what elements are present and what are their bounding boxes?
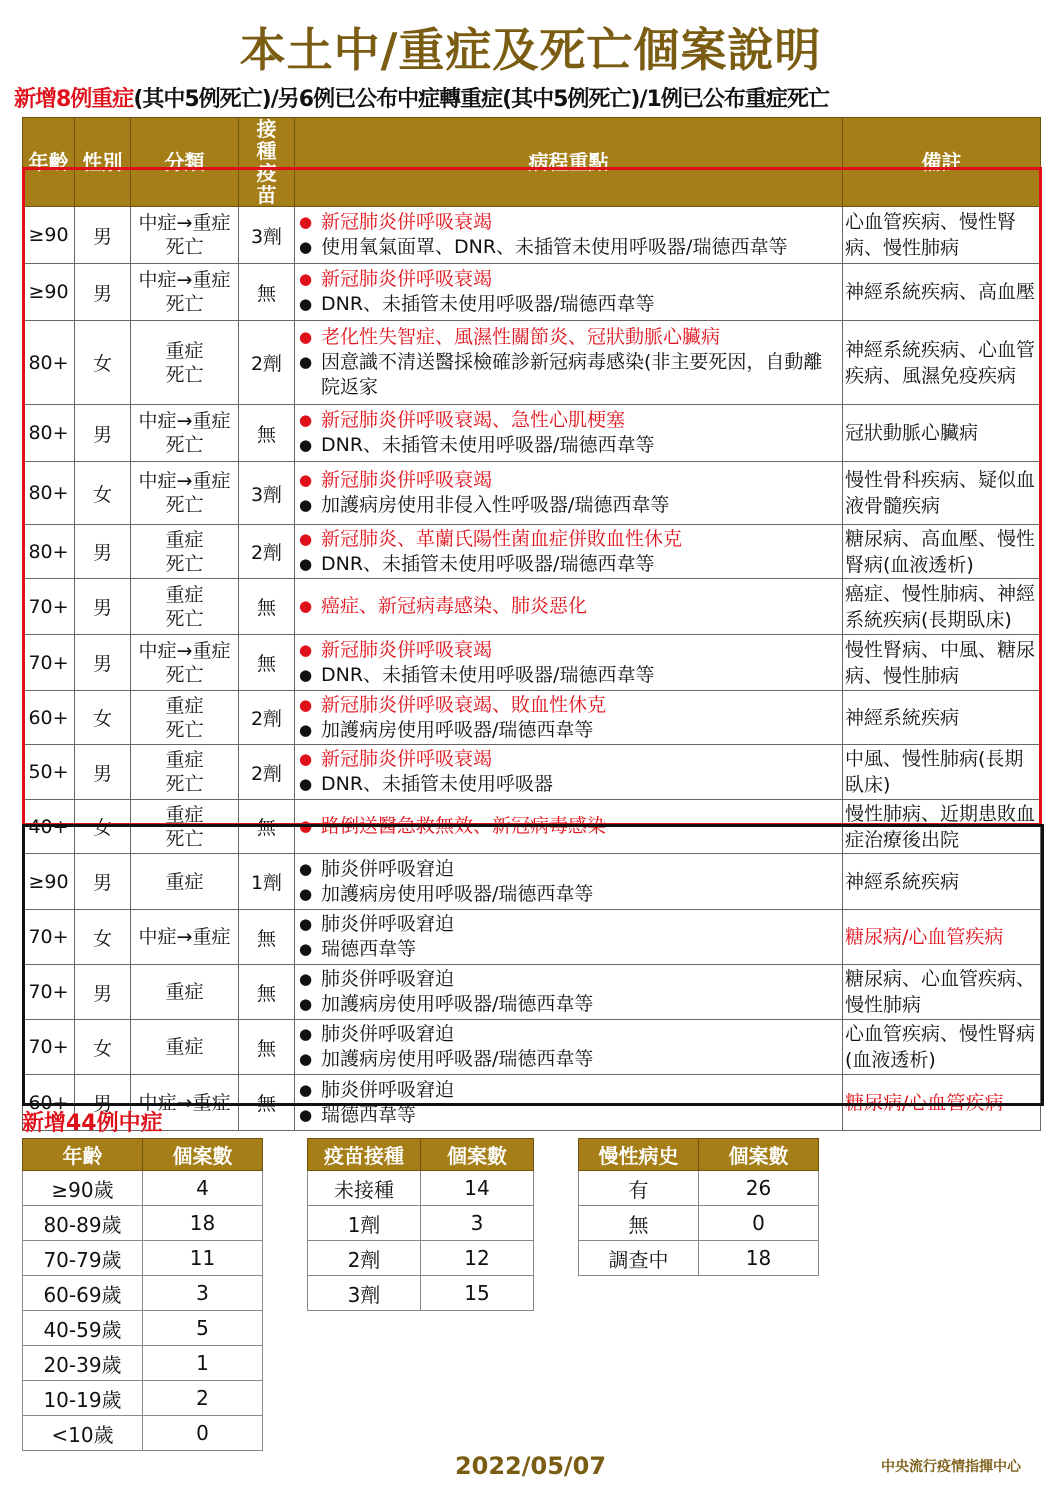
header-vaccine: 接種疫苗 (239, 118, 295, 207)
outcome-line: 死亡 (165, 236, 204, 258)
sex-cell: 女 (75, 800, 131, 854)
age-cell: ≥90 (23, 264, 75, 321)
course-cell (295, 579, 843, 635)
course-point: ● 肺炎併呼吸窘迫 (299, 967, 840, 992)
label-cell: 2劑 (308, 1241, 421, 1276)
table-row (308, 1171, 534, 1206)
vaccine-cell: 2劑 (239, 321, 295, 405)
course-cell (295, 264, 843, 321)
category-line: 重症 (165, 981, 204, 1003)
header-age: 年齡 (23, 118, 75, 207)
table-row (23, 910, 1041, 965)
category-cell (131, 910, 239, 965)
label-cell: 有 (579, 1171, 699, 1206)
page-title: 本土中/重症及死亡個案說明 (239, 23, 822, 77)
vaccine-cell: 無 (239, 1020, 295, 1075)
table-header-row (579, 1139, 819, 1171)
table-row (23, 1381, 263, 1416)
sex-cell: 女 (75, 910, 131, 965)
category-line: 中症→重症 (138, 1091, 231, 1114)
course-cell (295, 207, 843, 264)
table-row (23, 579, 1041, 635)
category-line: 重症 (165, 1036, 204, 1058)
category-line: 中症→重症 (138, 410, 231, 432)
course-point: ● DNR、未插管未使用呼吸器/瑞德西韋等 (299, 663, 840, 688)
count-cell: 18 (143, 1206, 263, 1241)
sex-cell: 男 (75, 745, 131, 800)
label-cell: ≥90歲 (23, 1171, 143, 1206)
vaccine-table (307, 1138, 534, 1311)
course-key-point: ● 新冠肺炎併呼吸衰竭、敗血性休克 (299, 693, 840, 718)
vaccine-cell: 3劑 (239, 462, 295, 525)
count-cell: 1 (143, 1346, 263, 1381)
sex-cell: 男 (75, 405, 131, 462)
notes-cell: 神經系統疾病 (843, 854, 1041, 910)
course-key-point: ● 新冠肺炎併呼吸衰竭、急性心肌梗塞 (299, 408, 840, 433)
outcome-line: 死亡 (165, 663, 204, 686)
notes-cell: 慢性骨科疾病、疑似血液骨髓疾病 (843, 462, 1041, 525)
age-cell: 80+ (23, 462, 75, 525)
table-row (23, 1206, 263, 1241)
subtitle (14, 82, 1054, 113)
table-row (23, 405, 1041, 462)
course-point: ● 肺炎併呼吸窘迫 (299, 857, 840, 882)
count-cell: 26 (699, 1171, 819, 1206)
table-row (23, 854, 1041, 910)
label-cell: 未接種 (308, 1171, 421, 1206)
sex-cell: 女 (75, 462, 131, 525)
sex-cell: 男 (75, 965, 131, 1020)
notes-cell: 神經系統疾病、高血壓 (843, 264, 1041, 321)
sex-cell: 男 (75, 635, 131, 691)
category-cell (131, 1020, 239, 1075)
agency-name: 中央流行疫情指揮中心 (881, 1459, 1021, 1475)
vaccine-cell: 無 (239, 579, 295, 635)
table-row (23, 1276, 263, 1311)
age-cell: 70+ (23, 579, 75, 635)
outcome-line: 死亡 (165, 773, 204, 795)
course-point: ● DNR、未插管未使用呼吸器 (299, 772, 840, 797)
header-category: 分類 (131, 118, 239, 207)
count-cell: 12 (421, 1241, 534, 1276)
label-cell: 10-19歲 (23, 1381, 143, 1416)
sex-cell: 男 (75, 1075, 131, 1131)
table-row (23, 745, 1041, 800)
vaccine-cell: 無 (239, 800, 295, 854)
notes-cell: 冠狀動脈心臟病 (843, 405, 1041, 462)
vaccine-cell: 無 (239, 405, 295, 462)
notes-cell: 糖尿病/心血管疾病 (843, 1075, 1041, 1131)
header-notes: 備註 (843, 118, 1041, 207)
course-key-point: ● 新冠肺炎併呼吸衰竭 (299, 638, 840, 663)
vaccine-cell: 2劑 (239, 691, 295, 745)
category-cell (131, 635, 239, 691)
age-cell: ≥90 (23, 854, 75, 910)
chronic-header: 慢性病史 (579, 1139, 699, 1171)
label-cell: <10歲 (23, 1416, 143, 1451)
age-cell: 70+ (23, 910, 75, 965)
table-row (23, 1416, 263, 1451)
table-row (23, 1020, 1041, 1075)
outcome-line: 死亡 (165, 718, 204, 741)
notes-cell: 神經系統疾病、心血管疾病、風濕免疫疾病 (843, 321, 1041, 405)
count-cell: 0 (143, 1416, 263, 1451)
vaccine-cell: 無 (239, 264, 295, 321)
course-key-point: ● 新冠肺炎併呼吸衰竭 (299, 747, 840, 772)
course-point: ● DNR、未插管未使用呼吸器/瑞德西韋等 (299, 552, 840, 577)
table-row (23, 1171, 263, 1206)
course-cell (295, 321, 843, 405)
category-cell (131, 321, 239, 405)
outcome-line: 死亡 (165, 827, 204, 850)
table-row (579, 1241, 819, 1276)
table-row (23, 635, 1041, 691)
category-line: 重症 (165, 528, 204, 551)
vaccine-cell: 無 (239, 635, 295, 691)
age-cell: 60+ (23, 1075, 75, 1131)
age-cell: 60+ (23, 691, 75, 745)
age-cell: 70+ (23, 965, 75, 1020)
category-cell (131, 800, 239, 854)
category-cell (131, 405, 239, 462)
age-cell: 70+ (23, 1020, 75, 1075)
notes-cell: 心血管疾病、慢性腎病(血液透析) (843, 1020, 1041, 1075)
count-cell: 2 (143, 1381, 263, 1416)
category-cell (131, 525, 239, 579)
header-sex: 性別 (75, 118, 131, 207)
label-cell: 調查中 (579, 1241, 699, 1276)
table-row (579, 1206, 819, 1241)
notes-cell: 慢性肺病、近期患敗血症治療後出院 (843, 800, 1041, 854)
count-cell: 0 (699, 1206, 819, 1241)
course-key-point: ● 老化性失智症、風濕性關節炎、冠狀動脈心臟病 (299, 325, 840, 350)
course-key-point: ● 新冠肺炎併呼吸衰竭 (299, 210, 840, 235)
outcome-line: 死亡 (165, 494, 204, 516)
label-cell: 3劑 (308, 1276, 421, 1311)
category-line: 中症→重症 (138, 269, 231, 291)
count-cell: 11 (143, 1241, 263, 1276)
subtitle-rest: (其中5例死亡)/另6例已公布中症轉重症(其中5例死亡)/1例已公布重症死亡 (133, 87, 829, 112)
chronic-body (579, 1171, 819, 1276)
vaccine-cell: 1劑 (239, 854, 295, 910)
course-key-point: ● 癌症、新冠病毒感染、肺炎惡化 (299, 594, 840, 619)
age-cell: 70+ (23, 635, 75, 691)
sex-cell: 男 (75, 579, 131, 635)
table-header-row (23, 1139, 263, 1171)
label-cell: 70-79歲 (23, 1241, 143, 1276)
notes-cell: 糖尿病、心血管疾病、慢性肺病 (843, 965, 1041, 1020)
category-cell (131, 691, 239, 745)
course-point: ● 加護病房使用呼吸器/瑞德西韋等 (299, 718, 840, 743)
category-cell (131, 854, 239, 910)
vaccine-cell: 無 (239, 965, 295, 1020)
sex-cell: 女 (75, 321, 131, 405)
notes-cell: 神經系統疾病 (843, 691, 1041, 745)
sex-cell: 男 (75, 525, 131, 579)
notes-cell: 中風、慢性肺病(長期臥床) (843, 745, 1041, 800)
course-point: ● 瑞德西韋等 (299, 937, 840, 962)
table-row (23, 525, 1041, 579)
course-point: ● 加護病房使用呼吸器/瑞德西韋等 (299, 1047, 840, 1072)
table-row (308, 1276, 534, 1311)
count-cell: 3 (421, 1206, 534, 1241)
course-key-point: ● 新冠肺炎、革蘭氏陽性菌血症併敗血性休克 (299, 527, 840, 552)
course-point: ● 瑞德西韋等 (299, 1103, 840, 1128)
age-body (23, 1171, 263, 1451)
category-line: 重症 (165, 694, 204, 717)
vaccine-cell: 無 (239, 1075, 295, 1131)
course-point: ● 加護病房使用呼吸器/瑞德西韋等 (299, 992, 840, 1017)
course-point: ● DNR、未插管未使用呼吸器/瑞德西韋等 (299, 433, 840, 458)
notes-cell: 心血管疾病、慢性腎病、慢性肺病 (843, 207, 1041, 264)
course-point: ● 因意識不清送醫採檢確診新冠病毒感染(非主要死因，自動離院返家 (299, 350, 840, 400)
vaccine-cell: 2劑 (239, 525, 295, 579)
course-cell (295, 745, 843, 800)
notes-cell: 糖尿病/心血管疾病 (843, 910, 1041, 965)
count-cell: 15 (421, 1276, 534, 1311)
notes-cell: 糖尿病、高血壓、慢性腎病(血液透析) (843, 525, 1041, 579)
label-cell: 80-89歲 (23, 1206, 143, 1241)
table-row (23, 1241, 263, 1276)
chronic-table (578, 1138, 819, 1276)
category-line: 重症 (165, 870, 204, 893)
table-row (23, 321, 1041, 405)
severe-cases-table (22, 117, 1041, 1131)
table-body (23, 207, 1041, 1131)
category-line: 重症 (165, 803, 204, 826)
age-cell: 40+ (23, 800, 75, 854)
course-point: ● DNR、未插管未使用呼吸器/瑞德西韋等 (299, 292, 840, 317)
age-cell: 80+ (23, 525, 75, 579)
course-cell (295, 910, 843, 965)
sex-cell: 男 (75, 207, 131, 264)
sex-cell: 男 (75, 264, 131, 321)
section-title: 新增44例中症 (22, 1111, 163, 1136)
vaccine-cell: 無 (239, 910, 295, 965)
course-point: ● 肺炎併呼吸窘迫 (299, 1022, 840, 1047)
subtitle-highlight: 新增8例重症 (14, 87, 134, 112)
count-header: 個案數 (421, 1139, 534, 1171)
course-point: ● 加護病房使用呼吸器/瑞德西韋等 (299, 882, 840, 907)
table-row (308, 1241, 534, 1276)
label-cell: 60-69歲 (23, 1276, 143, 1311)
category-line: 重症 (165, 583, 204, 606)
course-cell (295, 800, 843, 854)
vaccine-header: 疫苗接種 (308, 1139, 421, 1171)
course-cell (295, 965, 843, 1020)
table-row (23, 965, 1041, 1020)
label-cell: 20-39歲 (23, 1346, 143, 1381)
course-cell (295, 462, 843, 525)
vaccine-body (308, 1171, 534, 1311)
count-cell: 18 (699, 1241, 819, 1276)
count-cell: 3 (143, 1276, 263, 1311)
outcome-line: 死亡 (165, 434, 204, 456)
label-cell: 1劑 (308, 1206, 421, 1241)
category-cell (131, 965, 239, 1020)
header-course: 病程重點 (295, 118, 843, 207)
date-label: 2022/05/07 (454, 1452, 607, 1480)
age-header: 年齡 (23, 1139, 143, 1171)
category-line: 中症→重症 (138, 470, 231, 492)
category-cell (131, 264, 239, 321)
age-table (22, 1138, 263, 1451)
count-cell: 4 (143, 1171, 263, 1206)
course-cell (295, 1020, 843, 1075)
table-row (23, 264, 1041, 321)
label-cell: 40-59歲 (23, 1311, 143, 1346)
table-row (23, 800, 1041, 854)
course-cell (295, 1075, 843, 1131)
course-point: ● 肺炎併呼吸窘迫 (299, 912, 840, 937)
course-key-point: ● 新冠肺炎併呼吸衰竭 (299, 267, 840, 292)
age-cell: 80+ (23, 321, 75, 405)
category-line: 中症→重症 (138, 926, 231, 948)
outcome-line: 死亡 (165, 293, 204, 315)
sex-cell: 女 (75, 691, 131, 745)
vaccine-cell: 3劑 (239, 207, 295, 264)
course-cell (295, 405, 843, 462)
age-cell: ≥90 (23, 207, 75, 264)
course-cell (295, 525, 843, 579)
course-point: ● 加護病房使用非侵入性呼吸器/瑞德西韋等 (299, 493, 840, 518)
count-header: 個案數 (699, 1139, 819, 1171)
sex-cell: 男 (75, 854, 131, 910)
category-line: 中症→重症 (138, 639, 231, 662)
table-row (23, 1311, 263, 1346)
notes-cell: 慢性腎病、中風、糖尿病、慢性肺病 (843, 635, 1041, 691)
age-cell: 80+ (23, 405, 75, 462)
sex-cell: 女 (75, 1020, 131, 1075)
category-line: 重症 (165, 749, 204, 771)
table-row (23, 207, 1041, 264)
outcome-line: 死亡 (165, 363, 204, 386)
outcome-line: 死亡 (165, 552, 204, 575)
category-cell (131, 462, 239, 525)
table-header-row (308, 1139, 534, 1171)
table-row (23, 1075, 1041, 1131)
table-row (579, 1171, 819, 1206)
table-row (23, 1346, 263, 1381)
course-cell (295, 854, 843, 910)
course-key-point: ● 路倒送醫急救無效、新冠病毒感染 (299, 814, 840, 839)
outcome-line: 死亡 (165, 607, 204, 630)
category-cell (131, 745, 239, 800)
category-cell (131, 579, 239, 635)
table-row (23, 691, 1041, 745)
count-cell: 14 (421, 1171, 534, 1206)
table-row (23, 462, 1041, 525)
category-cell (131, 207, 239, 264)
table-row (308, 1206, 534, 1241)
vaccine-cell: 2劑 (239, 745, 295, 800)
course-key-point: ● 新冠肺炎併呼吸衰竭 (299, 468, 840, 493)
course-cell (295, 635, 843, 691)
notes-cell: 癌症、慢性肺病、神經系統疾病(長期臥床) (843, 579, 1041, 635)
count-cell: 5 (143, 1311, 263, 1346)
course-point: ● 使用氧氣面罩、DNR、未插管未使用呼吸器/瑞德西韋等 (299, 235, 840, 260)
course-cell (295, 691, 843, 745)
count-header: 個案數 (143, 1139, 263, 1171)
course-point: ● 肺炎併呼吸窘迫 (299, 1078, 840, 1103)
table-header-row (23, 118, 1041, 207)
age-cell: 50+ (23, 745, 75, 800)
label-cell: 無 (579, 1206, 699, 1241)
category-line: 中症→重症 (138, 212, 231, 234)
category-line: 重症 (165, 339, 204, 362)
